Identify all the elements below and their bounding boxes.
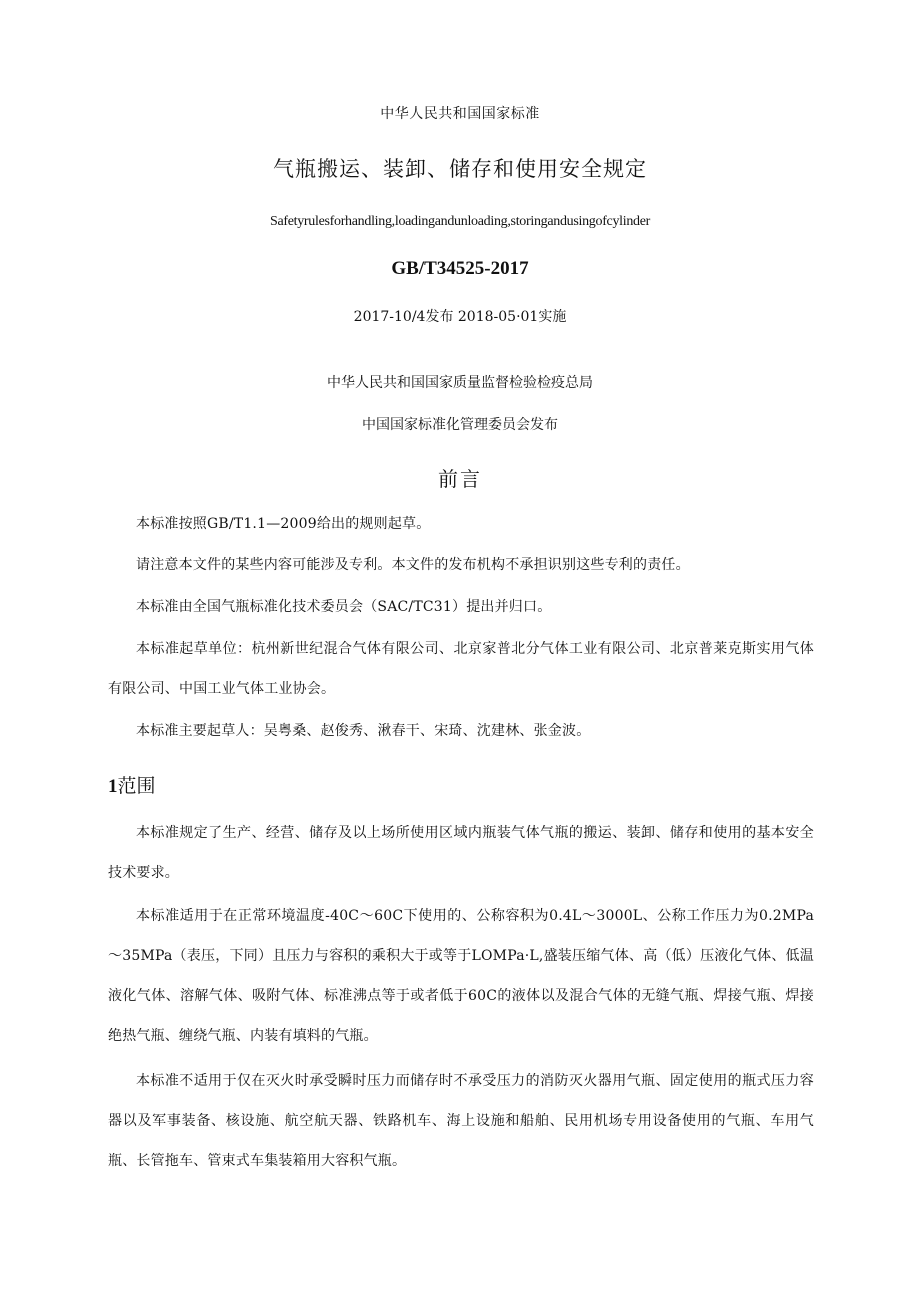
issuer-sac: 中国国家标准化管理委员会发布 [362,417,558,433]
scope-paragraph: 本标准规定了生产、经营、储存及以上场所使用区域内瓶装气体气瓶的搬运、装卸、储存和使用的基本安全技术要求。 [108,825,814,881]
issuer-aqsiq: 中华人民共和国国家质量监督检验检疫总局 [327,375,593,391]
section-title: 范围 [117,775,156,797]
foreword-paragraph: 本标准主要起草人：吴粤桑、赵俊秀、湫春干、宋琦、沈建林、张金波。 [136,723,591,739]
foreword-paragraph: 本标准由全国气瓶标准化技术委员会（SAC/TC31）提出并归口。 [136,599,552,615]
document-title-en: Safetyrulesforhandling,loadingandunloading,storingandusingofcylinder [269,214,651,229]
standard-code: GB/T34525-2017 [391,258,529,279]
scope-paragraph: 本标准不适用于仅在灭火时承受瞬时压力而储存时不承受压力的消防灭火器用气瓶、固定使用的瓶式压力容器以及军事装备、核设施、航空航天器、铁路机车、海上设施和船舶、民用机场专用设备使用的气瓶、车用气瓶、长管拖车、管束式车集装箱用大容积气瓶。 [108,1073,814,1169]
foreword-paragraph: 本标准按照GB/T1.1—2009给出的规则起草。 [136,516,431,532]
foreword-heading: 前言 [438,467,482,491]
document-title-cn: 气瓶搬运、装卸、储存和使用安全规定 [273,157,647,181]
scope-paragraph: 本标准适用于在正常环境温度-40C～60C下使用的、公称容积为0.4L～3000L、公称工作压力为0.2MPa～35MPa（表压，下同）且压力与容积的乘积大于或等于LOMPa·L,盛装压缩气体、高（低）压液化气体、低温液化气体、溶解气体、吸附气体、标准沸点等于或者低于60C的液体以及混合气体的无缝气瓶、焊接气瓶、焊接绝热气瓶、缠绕气瓶、内装有填料的气瓶。 [108,908,814,1044]
foreword-paragraph: 请注意本文件的某些内容可能涉及专利。本文件的发布机构不承担识别这些专利的责任。 [136,557,690,573]
national-standard-label: 中华人民共和国国家标准 [380,106,540,122]
foreword-paragraph: 本标准起草单位：杭州新世纪混合气体有限公司、北京家普北分气体工业有限公司、北京普莱克斯实用气体有限公司、中国工业气体工业协会。 [108,641,814,697]
issue-implementation-dates: 2017-10/4发布 2018-05·01实施 [353,309,567,325]
section-heading-scope [108,771,156,798]
section-number: 1 [108,776,118,797]
